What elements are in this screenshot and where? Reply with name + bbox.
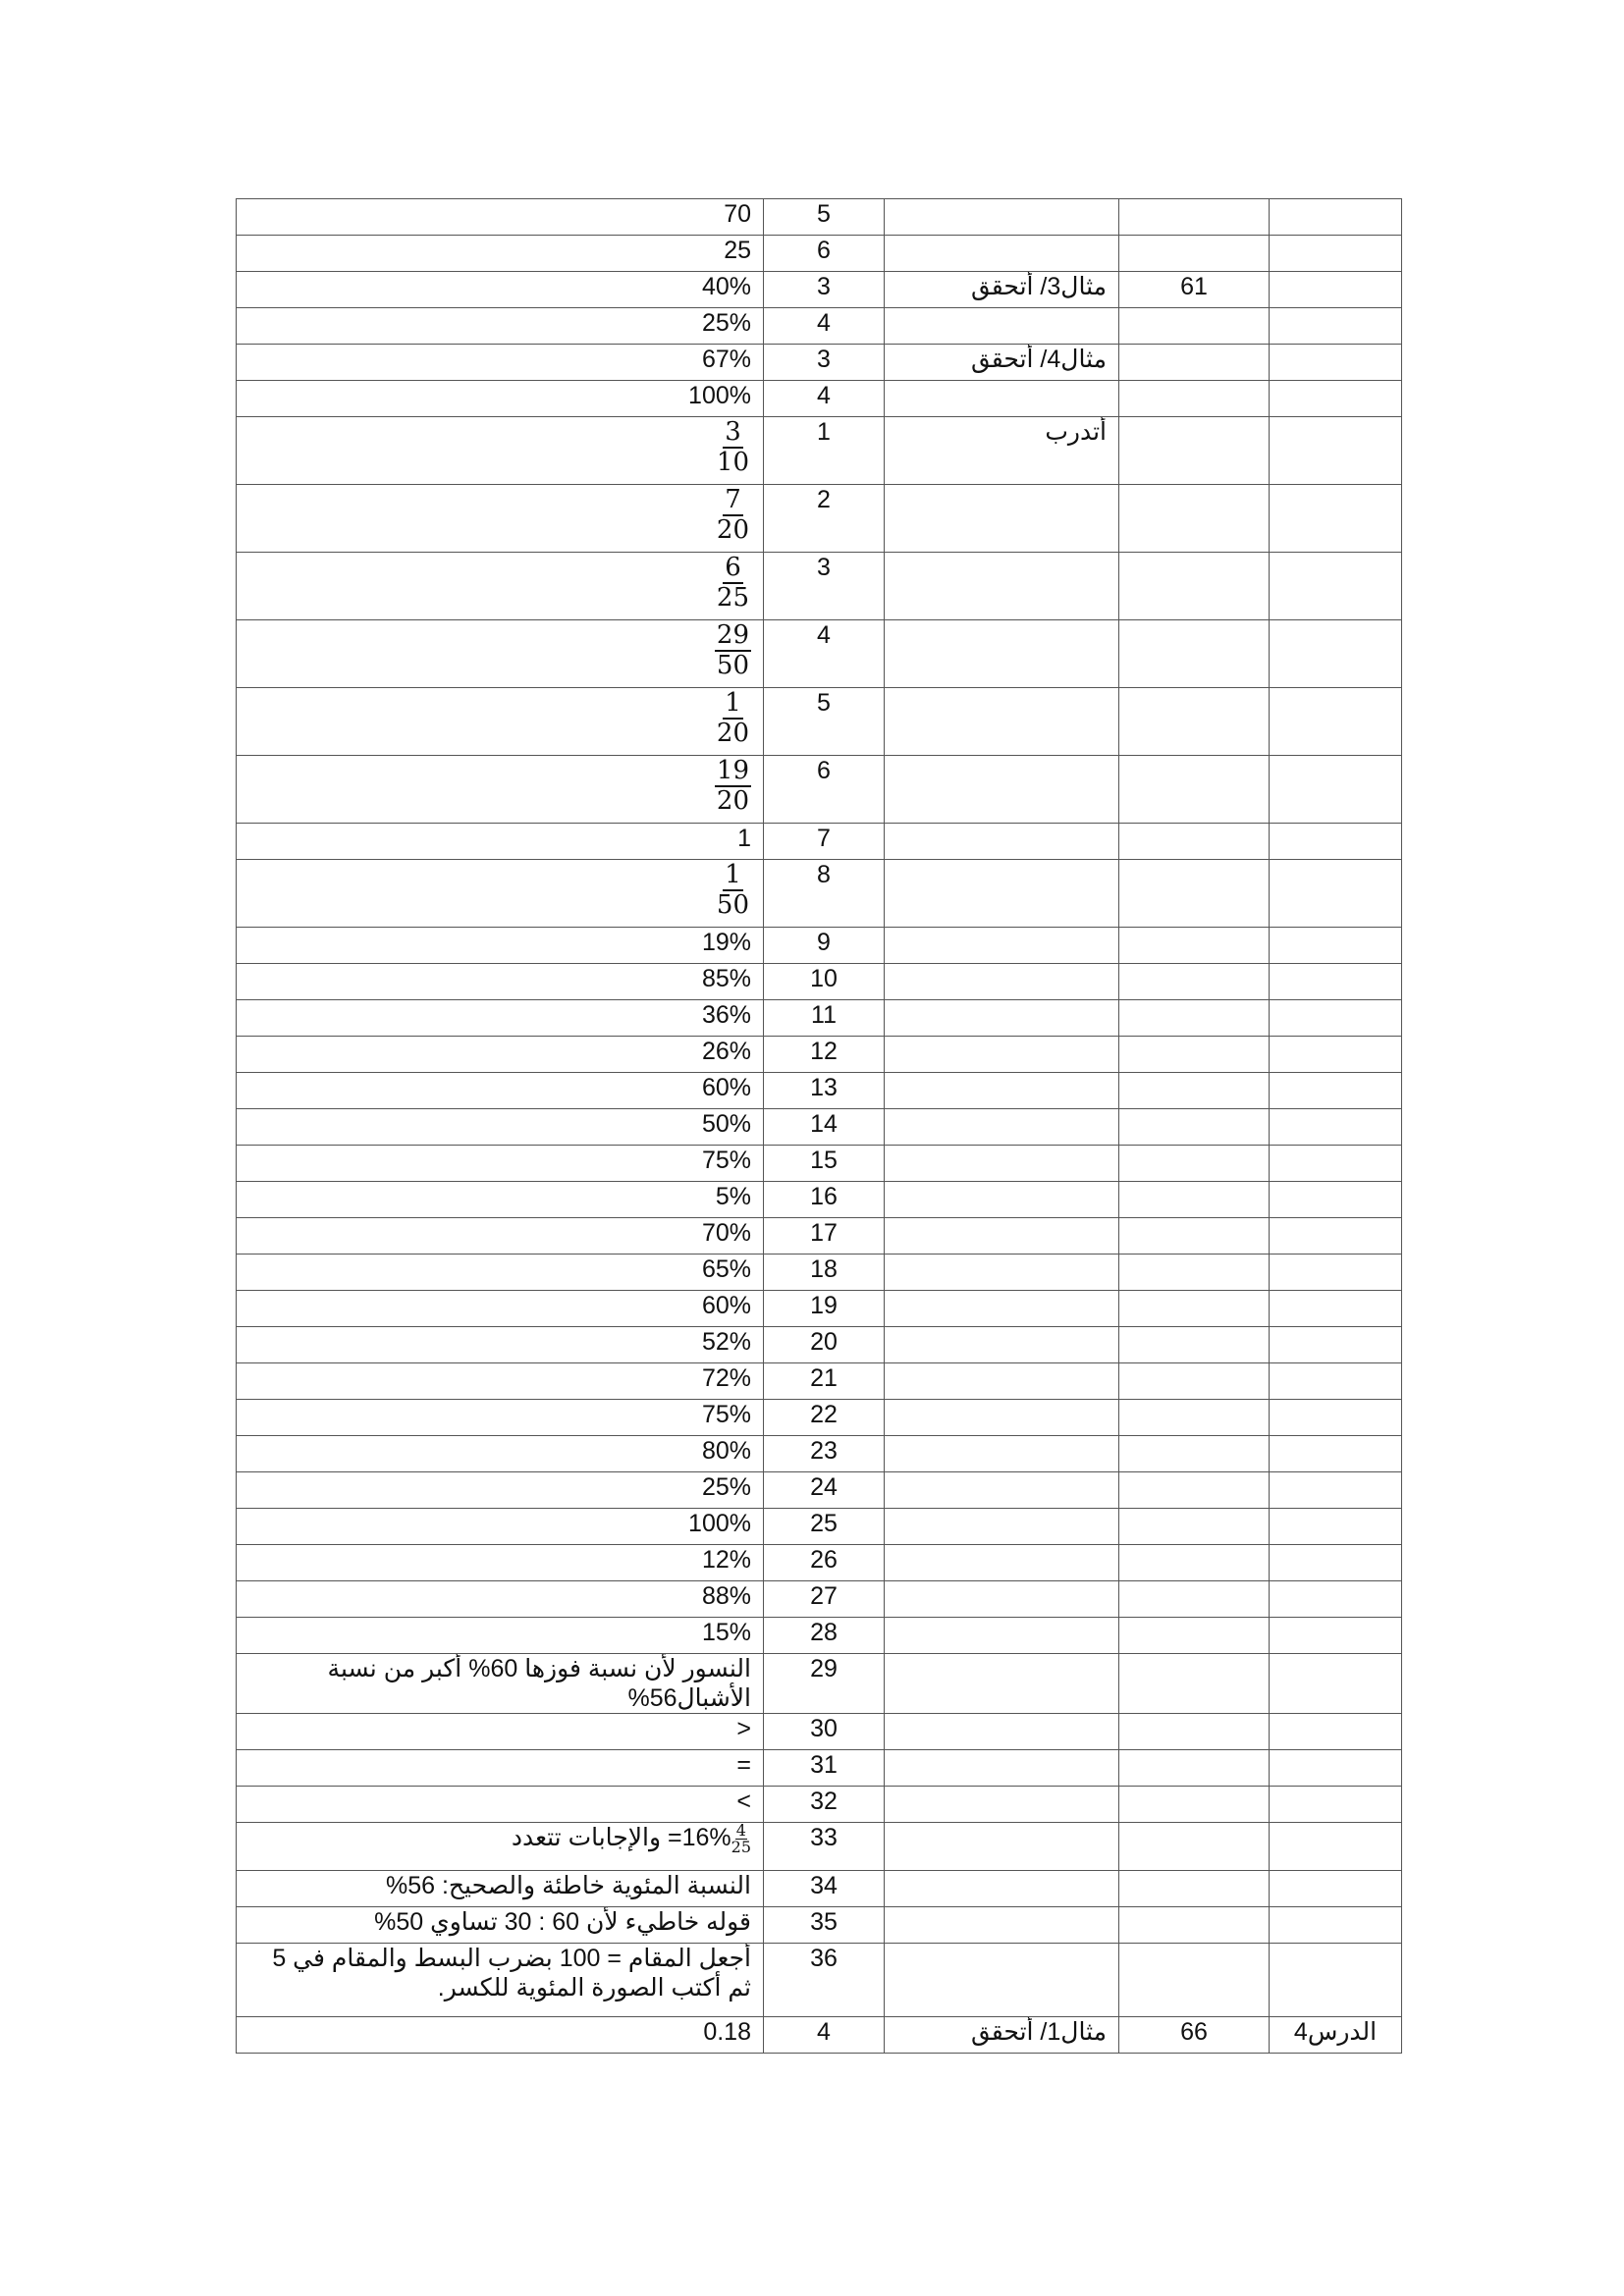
page-number-cell bbox=[1119, 485, 1270, 553]
table-row bbox=[237, 1509, 1402, 1545]
answer-cell: 67% bbox=[237, 345, 764, 381]
question-number-cell: 36 bbox=[764, 1944, 885, 2017]
answer-cell: قوله خاطيء لأن 60 : 30 تساوي 50% bbox=[237, 1907, 764, 1944]
lesson-cell bbox=[1270, 860, 1402, 928]
table-row bbox=[237, 485, 1402, 553]
lesson-cell bbox=[1270, 1146, 1402, 1182]
table-row bbox=[237, 381, 1402, 417]
lesson-cell: الدرس4 bbox=[1270, 2017, 1402, 2054]
lesson-cell bbox=[1270, 1255, 1402, 1291]
table-row bbox=[237, 1037, 1402, 1073]
page-number-cell bbox=[1119, 417, 1270, 485]
section-cell bbox=[885, 688, 1119, 756]
answer-cell: < bbox=[237, 1714, 764, 1750]
page-number-cell bbox=[1119, 308, 1270, 345]
section-cell bbox=[885, 1218, 1119, 1255]
fraction-denominator: 25 bbox=[716, 582, 749, 613]
answer-cell: 1 bbox=[237, 824, 764, 860]
section-cell: أتدرب bbox=[885, 417, 1119, 485]
fraction bbox=[715, 621, 751, 679]
lesson-cell bbox=[1270, 345, 1402, 381]
answer-cell: 60% bbox=[237, 1073, 764, 1109]
answer-cell: 75% bbox=[237, 1146, 764, 1182]
question-number-cell: 6 bbox=[764, 756, 885, 824]
table-row bbox=[237, 1400, 1402, 1436]
answer-cell bbox=[237, 620, 764, 688]
answer-cell bbox=[237, 688, 764, 756]
lesson-cell bbox=[1270, 756, 1402, 824]
lesson-cell bbox=[1270, 1823, 1402, 1871]
fraction-numerator: 3 bbox=[725, 417, 741, 447]
answer-cell: 15% bbox=[237, 1618, 764, 1654]
table-row bbox=[237, 1073, 1402, 1109]
section-cell bbox=[885, 1327, 1119, 1363]
section-cell bbox=[885, 1291, 1119, 1327]
table-row bbox=[237, 308, 1402, 345]
question-number-cell: 12 bbox=[764, 1037, 885, 1073]
fraction-numerator: 7 bbox=[725, 485, 741, 514]
lesson-cell bbox=[1270, 1581, 1402, 1618]
section-cell bbox=[885, 1472, 1119, 1509]
question-number-cell: 3 bbox=[764, 345, 885, 381]
fraction-numerator: 19 bbox=[716, 756, 749, 785]
question-number-cell: 18 bbox=[764, 1255, 885, 1291]
section-cell bbox=[885, 1750, 1119, 1787]
answer-cell: 60% bbox=[237, 1291, 764, 1327]
lesson-cell bbox=[1270, 1327, 1402, 1363]
lesson-cell bbox=[1270, 553, 1402, 620]
lesson-cell bbox=[1270, 688, 1402, 756]
section-cell bbox=[885, 485, 1119, 553]
answer-cell: = bbox=[237, 1750, 764, 1787]
section-cell bbox=[885, 1037, 1119, 1073]
page-number-cell bbox=[1119, 1291, 1270, 1327]
question-number-cell: 17 bbox=[764, 1218, 885, 1255]
lesson-cell bbox=[1270, 620, 1402, 688]
page-number-cell bbox=[1119, 199, 1270, 236]
table-row bbox=[237, 756, 1402, 824]
page-number-cell bbox=[1119, 236, 1270, 272]
section-cell bbox=[885, 199, 1119, 236]
table-row bbox=[237, 1218, 1402, 1255]
answer-cell: 25% bbox=[237, 308, 764, 345]
answer-cell: 5% bbox=[237, 1182, 764, 1218]
answer-cell: 36% bbox=[237, 1000, 764, 1037]
lesson-cell bbox=[1270, 1654, 1402, 1714]
table-row bbox=[237, 1255, 1402, 1291]
question-number-cell: 3 bbox=[764, 553, 885, 620]
section-cell bbox=[885, 1255, 1119, 1291]
table-row bbox=[237, 1109, 1402, 1146]
table-row bbox=[237, 1618, 1402, 1654]
page-number-cell bbox=[1119, 1545, 1270, 1581]
lesson-cell bbox=[1270, 485, 1402, 553]
table-row bbox=[237, 1545, 1402, 1581]
section-cell bbox=[885, 1714, 1119, 1750]
page-number-cell bbox=[1119, 1787, 1270, 1823]
page-number-cell bbox=[1119, 1436, 1270, 1472]
answer-cell bbox=[237, 485, 764, 553]
answer-cell: 52% bbox=[237, 1327, 764, 1363]
fraction bbox=[715, 418, 751, 476]
fraction bbox=[715, 689, 751, 747]
section-cell bbox=[885, 1400, 1119, 1436]
page-number-cell bbox=[1119, 824, 1270, 860]
answer-cell: 0.18 bbox=[237, 2017, 764, 2054]
question-number-cell: 2 bbox=[764, 485, 885, 553]
lesson-cell bbox=[1270, 824, 1402, 860]
fraction-numerator: 1 bbox=[725, 688, 741, 718]
answer-cell: 25 bbox=[237, 236, 764, 272]
page-number-cell bbox=[1119, 1907, 1270, 1944]
lesson-cell bbox=[1270, 1545, 1402, 1581]
table-row bbox=[237, 1714, 1402, 1750]
fraction-denominator: 20 bbox=[716, 785, 749, 816]
page-number-cell bbox=[1119, 1472, 1270, 1509]
table-row bbox=[237, 860, 1402, 928]
question-number-cell: 1 bbox=[764, 417, 885, 485]
question-number-cell: 19 bbox=[764, 1291, 885, 1327]
page-number-cell bbox=[1119, 345, 1270, 381]
question-number-cell: 29 bbox=[764, 1654, 885, 1714]
page-number-cell bbox=[1119, 1944, 1270, 2017]
table-row bbox=[237, 1907, 1402, 1944]
lesson-cell bbox=[1270, 417, 1402, 485]
page-number-cell bbox=[1119, 1654, 1270, 1714]
page-number-cell bbox=[1119, 553, 1270, 620]
lesson-cell bbox=[1270, 1073, 1402, 1109]
table-row bbox=[237, 1654, 1402, 1714]
answer-cell: 65% bbox=[237, 1255, 764, 1291]
table-row bbox=[237, 1146, 1402, 1182]
fraction bbox=[715, 554, 751, 612]
page-number-cell bbox=[1119, 1618, 1270, 1654]
question-number-cell: 3 bbox=[764, 272, 885, 308]
page-number-cell bbox=[1119, 1363, 1270, 1400]
section-cell bbox=[885, 756, 1119, 824]
page-number-cell bbox=[1119, 860, 1270, 928]
section-cell bbox=[885, 308, 1119, 345]
question-number-cell: 23 bbox=[764, 1436, 885, 1472]
question-number-cell: 8 bbox=[764, 860, 885, 928]
answer-cell bbox=[237, 756, 764, 824]
section-cell bbox=[885, 928, 1119, 964]
lesson-cell bbox=[1270, 1000, 1402, 1037]
page-number-cell bbox=[1119, 1109, 1270, 1146]
answer-key-body bbox=[237, 199, 1402, 2054]
answer-cell: 40% bbox=[237, 272, 764, 308]
fraction bbox=[731, 1823, 751, 1855]
table-row bbox=[237, 345, 1402, 381]
table-row bbox=[237, 1787, 1402, 1823]
question-number-cell: 13 bbox=[764, 1073, 885, 1109]
lesson-cell bbox=[1270, 1618, 1402, 1654]
table-row bbox=[237, 1182, 1402, 1218]
section-cell bbox=[885, 1907, 1119, 1944]
fraction-denominator: 20 bbox=[716, 514, 749, 545]
question-number-cell: 25 bbox=[764, 1509, 885, 1545]
answer-text: 16%= والإجابات تتعدد bbox=[511, 1824, 731, 1852]
answer-cell: 100% bbox=[237, 381, 764, 417]
lesson-cell bbox=[1270, 964, 1402, 1000]
question-number-cell: 24 bbox=[764, 1472, 885, 1509]
fraction-denominator: 50 bbox=[716, 650, 749, 680]
page-number-cell: 61 bbox=[1119, 272, 1270, 308]
table-row bbox=[237, 1327, 1402, 1363]
lesson-cell bbox=[1270, 1363, 1402, 1400]
page-number-cell bbox=[1119, 1581, 1270, 1618]
question-number-cell: 30 bbox=[764, 1714, 885, 1750]
question-number-cell: 4 bbox=[764, 308, 885, 345]
section-cell bbox=[885, 620, 1119, 688]
answer-cell: 100% bbox=[237, 1509, 764, 1545]
section-cell bbox=[885, 1363, 1119, 1400]
question-number-cell: 9 bbox=[764, 928, 885, 964]
answer-cell bbox=[237, 553, 764, 620]
page-number-cell bbox=[1119, 1509, 1270, 1545]
answer-cell: 70% bbox=[237, 1218, 764, 1255]
lesson-cell bbox=[1270, 1714, 1402, 1750]
section-cell bbox=[885, 1182, 1119, 1218]
question-number-cell: 4 bbox=[764, 620, 885, 688]
fraction-numerator: 1 bbox=[725, 860, 741, 889]
section-cell: مثال1/ أتحقق bbox=[885, 2017, 1119, 2054]
question-number-cell: 15 bbox=[764, 1146, 885, 1182]
question-number-cell: 35 bbox=[764, 1907, 885, 1944]
section-cell bbox=[885, 1944, 1119, 2017]
question-number-cell: 20 bbox=[764, 1327, 885, 1363]
page-number-cell bbox=[1119, 928, 1270, 964]
answer-cell: 80% bbox=[237, 1436, 764, 1472]
table-row bbox=[237, 1823, 1402, 1871]
page-number-cell: 66 bbox=[1119, 2017, 1270, 2054]
lesson-cell bbox=[1270, 1291, 1402, 1327]
page-number-cell bbox=[1119, 1400, 1270, 1436]
lesson-cell bbox=[1270, 272, 1402, 308]
lesson-cell bbox=[1270, 1472, 1402, 1509]
question-number-cell: 31 bbox=[764, 1750, 885, 1787]
table-row bbox=[237, 1000, 1402, 1037]
lesson-cell bbox=[1270, 1182, 1402, 1218]
page-number-cell bbox=[1119, 1037, 1270, 1073]
table-row bbox=[237, 417, 1402, 485]
fraction-numerator: 4 bbox=[735, 1822, 746, 1840]
fraction-denominator: 20 bbox=[716, 718, 749, 748]
question-number-cell: 6 bbox=[764, 236, 885, 272]
section-cell bbox=[885, 860, 1119, 928]
fraction-numerator: 6 bbox=[725, 553, 741, 582]
fraction-denominator: 10 bbox=[716, 447, 749, 477]
section-cell bbox=[885, 1618, 1119, 1654]
answer-cell: 75% bbox=[237, 1400, 764, 1436]
table-row bbox=[237, 964, 1402, 1000]
question-number-cell: 21 bbox=[764, 1363, 885, 1400]
fraction bbox=[715, 861, 751, 919]
section-cell bbox=[885, 236, 1119, 272]
page-number-cell bbox=[1119, 1327, 1270, 1363]
table-row bbox=[237, 1472, 1402, 1509]
section-cell bbox=[885, 1581, 1119, 1618]
answer-cell: 88% bbox=[237, 1581, 764, 1618]
page-number-cell bbox=[1119, 620, 1270, 688]
answer-key-table bbox=[236, 198, 1402, 2054]
question-number-cell: 14 bbox=[764, 1109, 885, 1146]
section-cell: مثال3/ أتحقق bbox=[885, 272, 1119, 308]
table-row bbox=[237, 1750, 1402, 1787]
table-row bbox=[237, 2017, 1402, 2054]
question-number-cell: 34 bbox=[764, 1871, 885, 1907]
question-number-cell: 10 bbox=[764, 964, 885, 1000]
lesson-cell bbox=[1270, 1750, 1402, 1787]
table-row bbox=[237, 1871, 1402, 1907]
answer-cell: 70 bbox=[237, 199, 764, 236]
page-number-cell bbox=[1119, 1823, 1270, 1871]
question-number-cell: 5 bbox=[764, 688, 885, 756]
question-number-cell: 32 bbox=[764, 1787, 885, 1823]
section-cell bbox=[885, 1436, 1119, 1472]
section-cell bbox=[885, 1545, 1119, 1581]
fraction-denominator: 50 bbox=[716, 889, 749, 920]
question-number-cell: 16 bbox=[764, 1182, 885, 1218]
lesson-cell bbox=[1270, 1509, 1402, 1545]
page-number-cell bbox=[1119, 1871, 1270, 1907]
lesson-cell bbox=[1270, 1944, 1402, 2017]
question-number-cell: 22 bbox=[764, 1400, 885, 1436]
page-number-cell bbox=[1119, 964, 1270, 1000]
section-cell bbox=[885, 1109, 1119, 1146]
fraction bbox=[715, 757, 751, 815]
table-row bbox=[237, 1291, 1402, 1327]
table-row bbox=[237, 928, 1402, 964]
lesson-cell bbox=[1270, 1907, 1402, 1944]
question-number-cell: 5 bbox=[764, 199, 885, 236]
answer-cell: 50% bbox=[237, 1109, 764, 1146]
lesson-cell bbox=[1270, 199, 1402, 236]
table-row bbox=[237, 1944, 1402, 2017]
page-number-cell bbox=[1119, 1255, 1270, 1291]
table-row bbox=[237, 620, 1402, 688]
page-number-cell bbox=[1119, 1714, 1270, 1750]
lesson-cell bbox=[1270, 1436, 1402, 1472]
lesson-cell bbox=[1270, 381, 1402, 417]
lesson-cell bbox=[1270, 236, 1402, 272]
answer-cell bbox=[237, 417, 764, 485]
section-cell bbox=[885, 1787, 1119, 1823]
table-row bbox=[237, 688, 1402, 756]
section-cell bbox=[885, 1000, 1119, 1037]
answer-cell: 85% bbox=[237, 964, 764, 1000]
lesson-cell bbox=[1270, 928, 1402, 964]
fraction-numerator: 29 bbox=[716, 620, 749, 650]
table-row bbox=[237, 1581, 1402, 1618]
table-row bbox=[237, 824, 1402, 860]
lesson-cell bbox=[1270, 1037, 1402, 1073]
answer-cell: 25% bbox=[237, 1472, 764, 1509]
section-cell bbox=[885, 1073, 1119, 1109]
question-number-cell: 4 bbox=[764, 2017, 885, 2054]
section-cell bbox=[885, 1509, 1119, 1545]
table-row bbox=[237, 553, 1402, 620]
section-cell bbox=[885, 964, 1119, 1000]
lesson-cell bbox=[1270, 1218, 1402, 1255]
page-number-cell bbox=[1119, 1218, 1270, 1255]
answer-cell: 72% bbox=[237, 1363, 764, 1400]
table-row bbox=[237, 1363, 1402, 1400]
table-row bbox=[237, 236, 1402, 272]
section-cell bbox=[885, 1146, 1119, 1182]
section-cell bbox=[885, 1654, 1119, 1714]
section-cell bbox=[885, 553, 1119, 620]
question-number-cell: 28 bbox=[764, 1618, 885, 1654]
question-number-cell: 27 bbox=[764, 1581, 885, 1618]
section-cell: مثال4/ أتحقق bbox=[885, 345, 1119, 381]
section-cell bbox=[885, 824, 1119, 860]
question-number-cell: 7 bbox=[764, 824, 885, 860]
page-number-cell bbox=[1119, 688, 1270, 756]
question-number-cell: 33 bbox=[764, 1823, 885, 1871]
answer-cell bbox=[237, 860, 764, 928]
answer-cell: 12% bbox=[237, 1545, 764, 1581]
answer-cell: النسور لأن نسبة فوزها 60% أكبر من نسبة الأشبال56% bbox=[237, 1654, 764, 1714]
lesson-cell bbox=[1270, 1871, 1402, 1907]
question-number-cell: 26 bbox=[764, 1545, 885, 1581]
answer-cell: > bbox=[237, 1787, 764, 1823]
lesson-cell bbox=[1270, 308, 1402, 345]
page-number-cell bbox=[1119, 1000, 1270, 1037]
table-row bbox=[237, 199, 1402, 236]
question-number-cell: 11 bbox=[764, 1000, 885, 1037]
answer-cell: 26% bbox=[237, 1037, 764, 1073]
lesson-cell bbox=[1270, 1109, 1402, 1146]
lesson-cell bbox=[1270, 1787, 1402, 1823]
page-number-cell bbox=[1119, 1146, 1270, 1182]
table-row bbox=[237, 272, 1402, 308]
answer-cell bbox=[237, 1823, 764, 1871]
question-number-cell: 4 bbox=[764, 381, 885, 417]
page-number-cell bbox=[1119, 756, 1270, 824]
answer-cell: أجعل المقام = 100 بضرب البسط والمقام في 5 ثم أكتب الصورة المئوية للكسر. bbox=[237, 1944, 764, 2017]
page-number-cell bbox=[1119, 1073, 1270, 1109]
section-cell bbox=[885, 381, 1119, 417]
fraction-denominator: 25 bbox=[731, 1838, 751, 1856]
answer-cell: النسبة المئوية خاطئة والصحيح: 56% bbox=[237, 1871, 764, 1907]
page-number-cell bbox=[1119, 381, 1270, 417]
fraction bbox=[715, 486, 751, 544]
answer-cell: 19% bbox=[237, 928, 764, 964]
page-number-cell bbox=[1119, 1750, 1270, 1787]
page-number-cell bbox=[1119, 1182, 1270, 1218]
table-row bbox=[237, 1436, 1402, 1472]
lesson-cell bbox=[1270, 1400, 1402, 1436]
section-cell bbox=[885, 1871, 1119, 1907]
section-cell bbox=[885, 1823, 1119, 1871]
